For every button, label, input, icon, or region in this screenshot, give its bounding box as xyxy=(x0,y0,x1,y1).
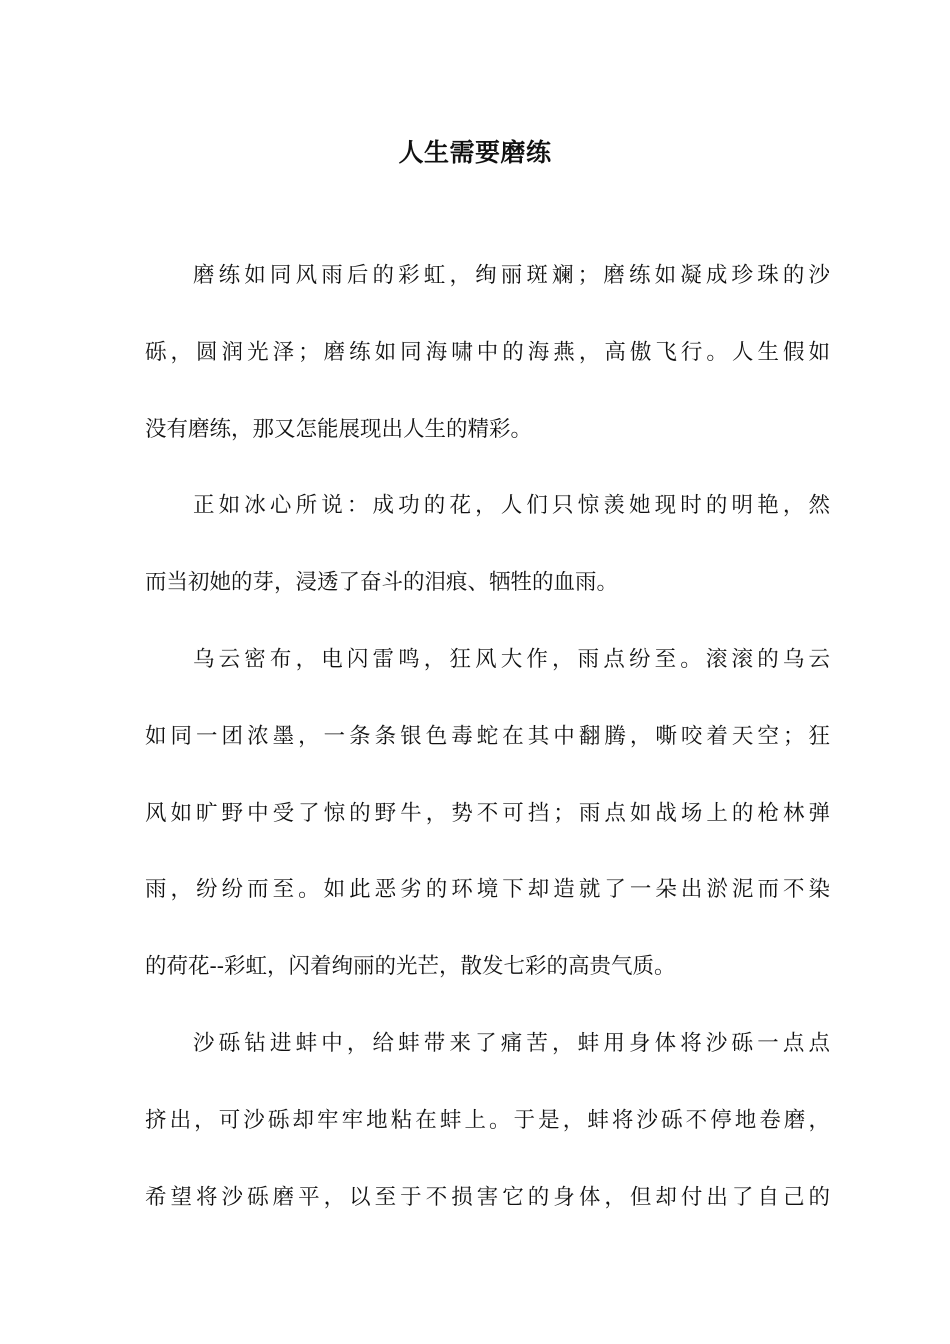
paragraph-2-line-1: 正如冰心所说：成功的花，人们只惊羡她现时的明艳，然 xyxy=(193,493,830,519)
paragraph-4-line-2: 挤出，可沙砾却牢牢地粘在蚌上。于是，蚌将沙砾不停地卷磨， xyxy=(145,1107,830,1133)
paragraph-4-line-1: 沙砾钻进蚌中，给蚌带来了痛苦，蚌用身体将沙砾一点点 xyxy=(193,1030,830,1056)
paragraph-4-line-3: 希望将沙砾磨平，以至于不损害它的身体，但却付出了自己的 xyxy=(145,1184,830,1210)
document-body xyxy=(145,254,830,1252)
paragraph-2-line-2: 而当初她的芽，浸透了奋斗的泪痕、牺牲的血雨。 xyxy=(145,570,619,596)
paragraph-3-line-5: 的荷花--彩虹，闪着绚丽的光芒，散发七彩的高贵气质。 xyxy=(145,954,676,980)
paragraph-1-line-1: 磨练如同风雨后的彩虹，绚丽斑斓；磨练如凝成珍珠的沙 xyxy=(193,263,830,288)
paragraph-3-line-2: 如同一团浓墨，一条条银色毒蛇在其中翻腾，嘶咬着天空；狂 xyxy=(145,723,830,749)
paragraph-3-line-4: 雨，纷纷而至。如此恶劣的环境下却造就了一朵出淤泥而不染 xyxy=(145,877,830,903)
paragraph-3-line-1: 乌云密布，电闪雷鸣，狂风大作，雨点纷至。滚滚的乌云 xyxy=(193,646,830,672)
paragraph-1-line-2: 砾，圆润光泽；磨练如同海啸中的海燕，高傲飞行。人生假如 xyxy=(145,339,830,365)
paragraph-3-line-3: 风如旷野中受了惊的野牛，势不可挡；雨点如战场上的枪林弹 xyxy=(145,800,830,826)
document-title: 人生需要磨练 xyxy=(398,138,552,167)
paragraph-1-line-3: 没有磨练，那又怎能展现出人生的精彩。 xyxy=(145,416,533,442)
